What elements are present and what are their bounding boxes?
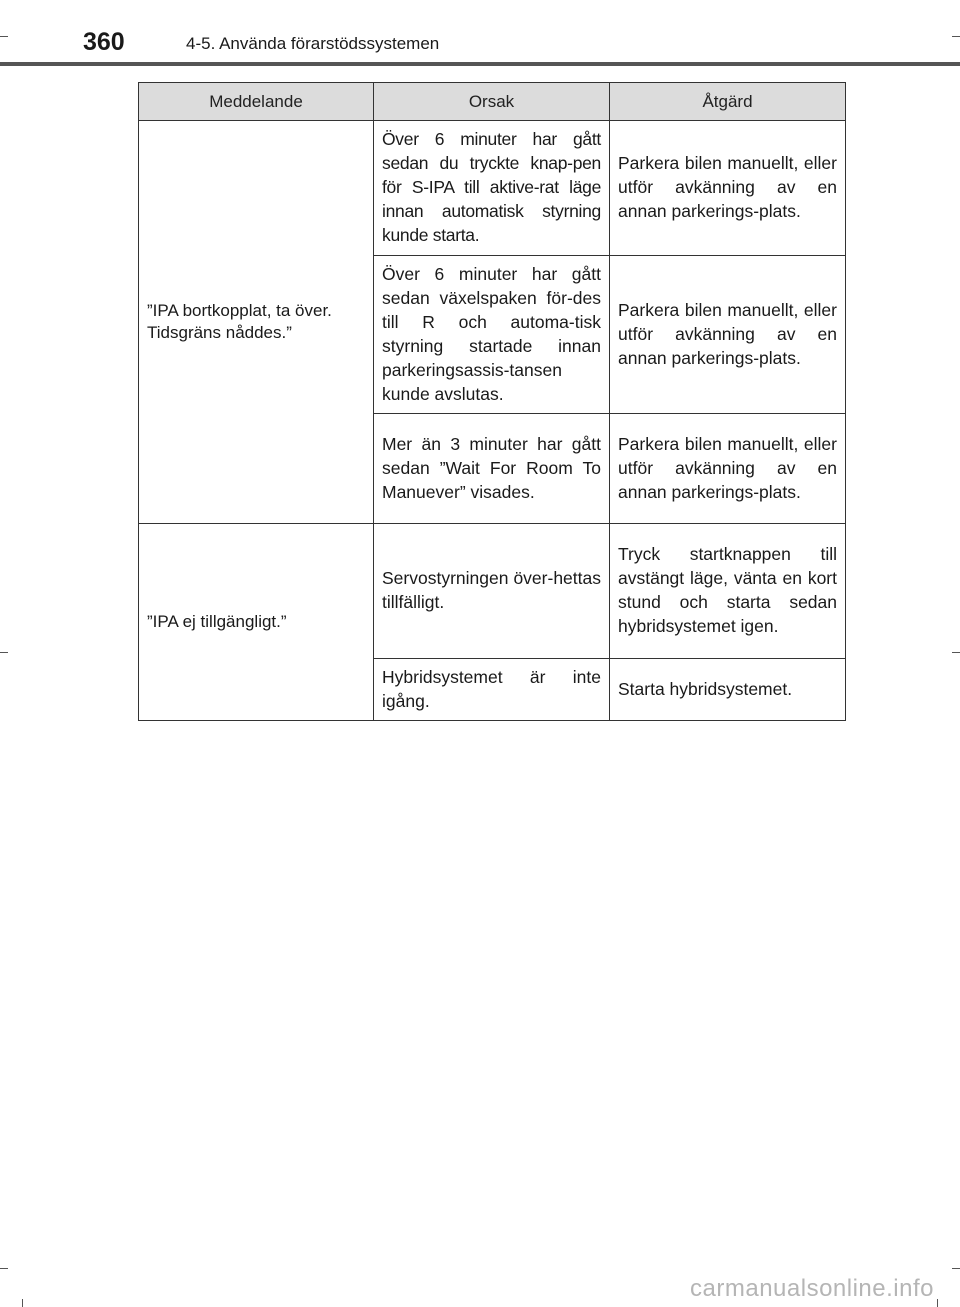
crop-mark	[952, 652, 960, 653]
column-header-message: Meddelande	[139, 83, 374, 121]
page-header	[0, 0, 960, 66]
page-number: 360	[83, 28, 125, 56]
cause-cell: Servostyrningen över-hettas tillfälligt.	[374, 524, 610, 659]
message-table	[138, 82, 846, 721]
cause-cell: Mer än 3 minuter har gått sedan ”Wait For Room To Manuever” visades.	[374, 414, 610, 524]
crop-mark	[0, 652, 8, 653]
cause-cell: Över 6 minuter har gått sedan växelspaken för-des till R och automa-tisk styrning startade innan parkeringsassis-tansen kunde avslutas.	[374, 256, 610, 414]
message-cell: ”IPA ej tillgängligt.”	[139, 524, 374, 721]
message-cell: ”IPA bortkopplat, ta över. Tidsgräns nåddes.”	[139, 121, 374, 524]
action-cell: Starta hybridsystemet.	[610, 659, 846, 721]
column-header-action: Åtgärd	[610, 83, 846, 121]
column-header-cause: Orsak	[374, 83, 610, 121]
action-cell: Parkera bilen manuellt, eller utför avkänning av en annan parkerings-plats.	[610, 256, 846, 414]
action-cell: Parkera bilen manuellt, eller utför avkänning av en annan parkerings-plats.	[610, 414, 846, 524]
watermark: carmanualsonline.info	[690, 1275, 934, 1302]
crop-mark	[937, 1299, 938, 1307]
action-cell: Parkera bilen manuellt, eller utför avkänning av en annan parkerings-plats.	[610, 121, 846, 256]
table-row	[139, 121, 846, 256]
crop-mark	[22, 1299, 23, 1307]
crop-mark	[952, 36, 960, 37]
cause-cell: Över 6 minuter har gått sedan du tryckte knap-pen för S-IPA till aktive-rat läge innan automatisk styrning kunde starta.	[374, 121, 610, 256]
table-header-row	[139, 83, 846, 121]
crop-mark	[952, 1268, 960, 1269]
crop-mark	[0, 36, 8, 37]
action-cell: Tryck startknappen till avstängt läge, vänta en kort stund och starta sedan hybridsystemet igen.	[610, 524, 846, 659]
cause-cell: Hybridsystemet är inte igång.	[374, 659, 610, 721]
section-title: 4-5. Använda förarstödssystemen	[186, 34, 440, 53]
crop-mark	[0, 1268, 8, 1269]
table-row	[139, 524, 846, 659]
header-rule	[0, 62, 960, 66]
